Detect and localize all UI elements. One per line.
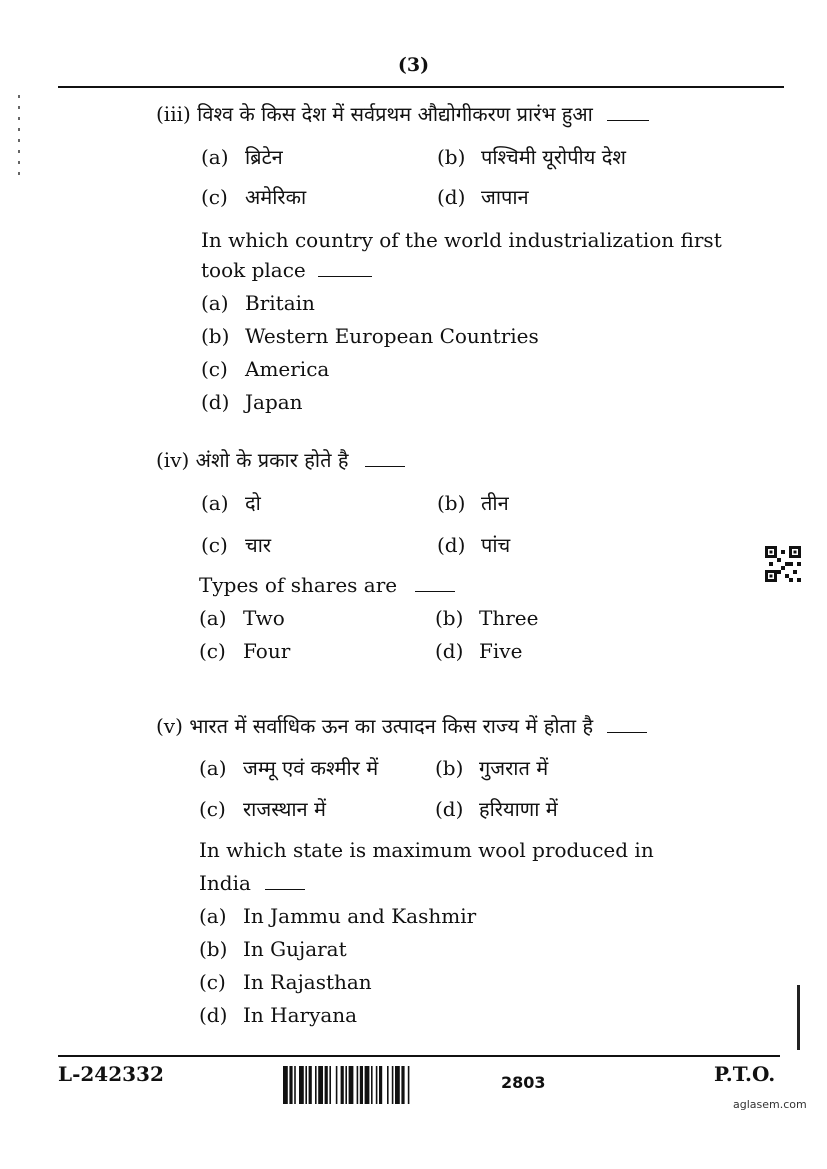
- answer-blank: [607, 106, 649, 121]
- option-d-english: (d) Five: [435, 639, 523, 663]
- answer-blank: [415, 577, 455, 592]
- question-iii-english-line1: In which country of the world industrialization first: [201, 228, 722, 252]
- page-number: (3): [397, 54, 430, 76]
- option-d-hindi: (d) जापान: [437, 185, 529, 209]
- question-text: विश्व के किस देश में सर्वप्रथम औद्योगीकरण प्रारंभ हुआ: [197, 102, 593, 126]
- question-text: अंशो के प्रकार होते है: [195, 448, 349, 472]
- question-text: भारत में सर्वाधिक ऊन का उत्पादन किस राज्य में होता है: [189, 714, 594, 738]
- answer-blank: [265, 875, 305, 890]
- question-iv-hindi: [156, 446, 405, 473]
- option-d-hindi: (d) हरियाणा में: [435, 797, 558, 821]
- answer-blank: [607, 718, 647, 733]
- option-d-hindi: (d) पांच: [437, 533, 511, 557]
- option-b-hindi: (b) तीन: [437, 491, 509, 515]
- option-a-english: (a) In Jammu and Kashmir: [199, 904, 477, 928]
- option-b-english: (b) In Gujarat: [199, 937, 347, 961]
- option-a-hindi: (a) दो: [201, 491, 261, 515]
- option-b-hindi: (b) गुजरात में: [435, 756, 549, 780]
- question-iv-english: Types of shares are: [199, 573, 455, 597]
- question-number: (v): [156, 714, 183, 738]
- option-d-english: (d) Japan: [201, 390, 303, 414]
- answer-blank: [365, 452, 405, 467]
- option-c-english: (c) In Rajasthan: [199, 970, 372, 994]
- option-c-english: (c) America: [201, 357, 330, 381]
- bottom-divider: [58, 1055, 780, 1057]
- option-c-hindi: (c) चार: [201, 533, 272, 557]
- question-v-english-line2: India: [199, 871, 305, 895]
- option-a-english: (a) Two: [199, 606, 285, 630]
- margin-perforation: [18, 95, 20, 175]
- qr-code-icon: [765, 546, 801, 582]
- option-c-english: (c) Four: [199, 639, 291, 663]
- option-b-english: (b) Western European Countries: [201, 324, 539, 348]
- option-a-english: (a) Britain: [201, 291, 315, 315]
- watermark: aglasem.com: [733, 1098, 807, 1111]
- option-a-hindi: (a) ब्रिटेन: [201, 145, 283, 169]
- option-b-hindi: (b) पश्चिमी यूरोपीय देश: [437, 145, 626, 169]
- top-divider: [58, 86, 784, 88]
- question-iii-english-line2: took place: [201, 258, 372, 282]
- option-d-english: (d) In Haryana: [199, 1003, 358, 1027]
- barcode-icon: [283, 1066, 478, 1104]
- option-c-hindi: (c) अमेरिका: [201, 185, 307, 209]
- barcode-number: 2803: [501, 1073, 546, 1092]
- question-v-english-line1: In which state is maximum wool produced in: [199, 838, 654, 862]
- option-b-english: (b) Three: [435, 606, 539, 630]
- question-number: (iii): [156, 102, 191, 126]
- margin-mark: [797, 985, 800, 1050]
- answer-blank: [318, 262, 372, 277]
- question-iii-hindi: [156, 100, 649, 127]
- option-a-hindi: (a) जम्मू एवं कश्मीर में: [199, 756, 379, 780]
- question-v-hindi: [156, 712, 647, 739]
- pto-label: P.T.O.: [714, 1062, 776, 1086]
- paper-code: L-242332: [58, 1062, 164, 1086]
- option-c-hindi: (c) राजस्थान में: [199, 797, 326, 821]
- question-number: (iv): [156, 448, 190, 472]
